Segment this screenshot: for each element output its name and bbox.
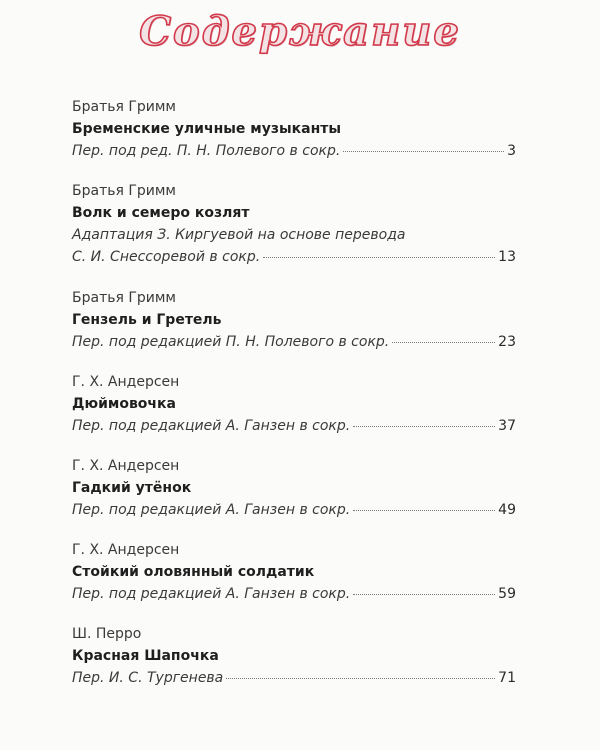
toc-entry[interactable] [72,96,516,162]
entry-credit: С. И. Снессоревой в сокр. [72,249,261,265]
entry-credit: Пер. под редакцией А. Ганзен в сокр. [72,586,351,602]
entry-author: Г. Х. Андерсен [72,458,180,474]
toc-entry[interactable] [72,539,516,605]
entry-title[interactable]: Дюймовочка [72,396,176,412]
entry-credit: Пер. под редакцией А. Ганзен в сокр. [72,502,351,518]
toc-entry[interactable] [72,371,516,437]
entry-title[interactable]: Красная Шапочка [72,648,219,664]
entry-credit-line [72,140,516,162]
entry-title[interactable]: Стойкий оловянный солдатик [72,564,315,580]
entry-credit-line [72,583,516,605]
entry-credit-line [72,667,516,689]
entry-credit: Пер. И. С. Тургенева [72,670,224,686]
contents-title: Содержание [139,8,461,55]
entry-title[interactable]: Волк и семеро козлят [72,205,250,221]
entry-page-number[interactable]: 37 [498,418,516,434]
entry-credit-line [72,331,516,353]
dot-leader [353,426,495,427]
entry-credit-line [72,499,516,521]
entry-page-number[interactable]: 3 [507,143,516,159]
toc-entry[interactable] [72,623,516,689]
entry-page-number[interactable]: 49 [498,502,516,518]
dot-leader [263,257,495,258]
entry-credit-line [72,415,516,437]
entry-author: Братья Гримм [72,183,176,199]
entry-author: Братья Гримм [72,99,176,115]
entry-note: Адаптация З. Киргуевой на основе перевода [72,227,406,243]
toc-entry[interactable] [72,287,516,353]
entry-author: Ш. Перро [72,626,142,642]
entry-page-number[interactable]: 71 [498,670,516,686]
entry-credit: Пер. под редакцией П. Н. Полевого в сокр. [72,334,390,350]
entry-page-number[interactable]: 13 [498,249,516,265]
dot-leader [353,594,495,595]
entry-author: Г. Х. Андерсен [72,542,180,558]
entry-title[interactable]: Бременские уличные музыканты [72,121,342,137]
entry-author: Братья Гримм [72,290,176,306]
entry-credit: Пер. под редакцией А. Ганзен в сокр. [72,418,351,434]
entry-page-number[interactable]: 23 [498,334,516,350]
dot-leader [353,510,495,511]
dot-leader [343,151,504,152]
entry-author: Г. Х. Андерсен [72,374,180,390]
entry-credit: Пер. под ред. П. Н. Полевого в сокр. [72,143,341,159]
toc-entry[interactable] [72,455,516,521]
entry-credit-line [72,246,516,268]
entry-title[interactable]: Гензель и Гретель [72,312,222,328]
dot-leader [226,678,495,679]
entry-page-number[interactable]: 59 [498,586,516,602]
entry-title[interactable]: Гадкий утёнок [72,480,192,496]
dot-leader [392,342,495,343]
toc-entry[interactable] [72,180,516,268]
